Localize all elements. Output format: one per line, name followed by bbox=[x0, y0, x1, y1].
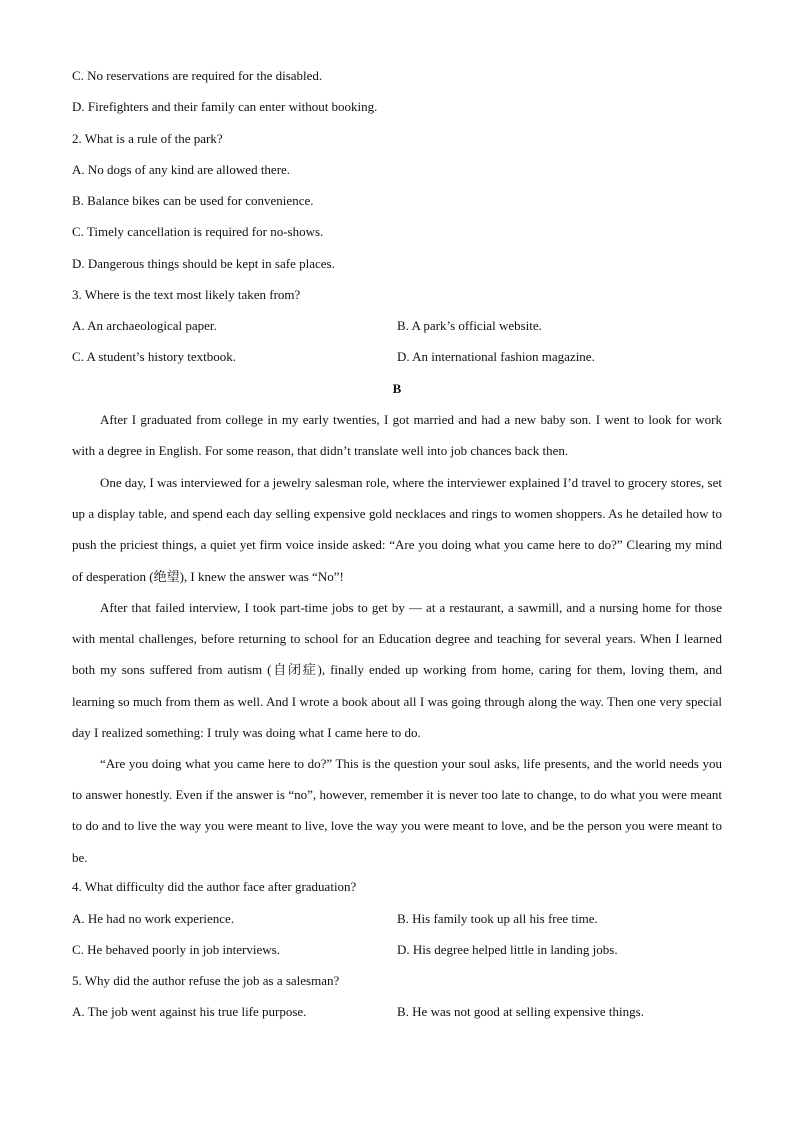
q3-option-d: D. An international fashion magazine. bbox=[397, 349, 595, 364]
q3-stem: 3. Where is the text most likely taken from? bbox=[72, 287, 301, 302]
q4-option-c: C. He behaved poorly in job interviews. bbox=[72, 942, 280, 957]
q2-stem: 2. What is a rule of the park? bbox=[72, 131, 223, 146]
q2-option-a: A. No dogs of any kind are allowed there. bbox=[72, 162, 291, 177]
q1-option-d: D. Firefighters and their family can enter without booking. bbox=[72, 99, 378, 114]
q1-option-c: C. No reservations are required for the disabled. bbox=[72, 68, 323, 83]
passage-paragraph-1: After I graduated from college in my early twenties, I got married and had a new baby son. I went to look for work with a degree in English. For some reason, that didn’t translate well into job chances back then. bbox=[72, 412, 722, 459]
q3-option-c: C. A student’s history textbook. bbox=[72, 349, 236, 364]
q5-option-a: A. The job went against his true life purpose. bbox=[72, 1004, 307, 1019]
q2-option-b: B. Balance bikes can be used for convenience. bbox=[72, 193, 314, 208]
passage-paragraph-4: “Are you doing what you came here to do?” This is the question your soul asks, life presents, and the world needs you to answer honestly. Even if the answer is “no”, however, remember it is never too late to change, to do what you were meant to do and to live the way you were meant to live, love the way you were meant to love, and be the person you were meant to be. bbox=[72, 756, 722, 865]
passage-paragraph-2: One day, I was interviewed for a jewelry salesman role, where the interviewer explained I’d travel to grocery stores, set up a display table, and spend each day selling expensive gold necklaces and rings to women shoppers. As he detailed how to push the priciest things, a quiet yet firm voice inside asked: “Are you doing what you came here to do?” Clearing my mind of desperation (绝望), I knew the answer was “No”! bbox=[72, 475, 722, 584]
q3-option-a: A. An archaeological paper. bbox=[72, 318, 217, 333]
section-title: B bbox=[392, 381, 402, 396]
q4-stem: 4. What difficulty did the author face after graduation? bbox=[72, 879, 357, 894]
q5-option-b: B. He was not good at selling expensive things. bbox=[397, 1004, 644, 1019]
passage-paragraph-3: After that failed interview, I took part-time jobs to get by — at a restaurant, a sawmill, and a nursing home for those with mental challenges, before returning to school for an Education degree and teaching for several years. When I learned both my sons suffered from autism (自闭症), finally ended up working from home, caring for them, loving them, and learning so much from them as well. And I wrote a book about all I was going through along the way. Then one very special day I realized something: I truly was doing what I came here to do. bbox=[72, 600, 722, 740]
q4-option-d: D. His degree helped little in landing jobs. bbox=[397, 942, 618, 957]
q4-option-b: B. His family took up all his free time. bbox=[397, 911, 598, 926]
q3-option-b: B. A park’s official website. bbox=[397, 318, 542, 333]
q5-stem: 5. Why did the author refuse the job as a salesman? bbox=[72, 973, 340, 988]
q4-option-a: A. He had no work experience. bbox=[72, 911, 235, 926]
q2-option-d: D. Dangerous things should be kept in safe places. bbox=[72, 256, 335, 271]
q2-option-c: C. Timely cancellation is required for no-shows. bbox=[72, 224, 324, 239]
